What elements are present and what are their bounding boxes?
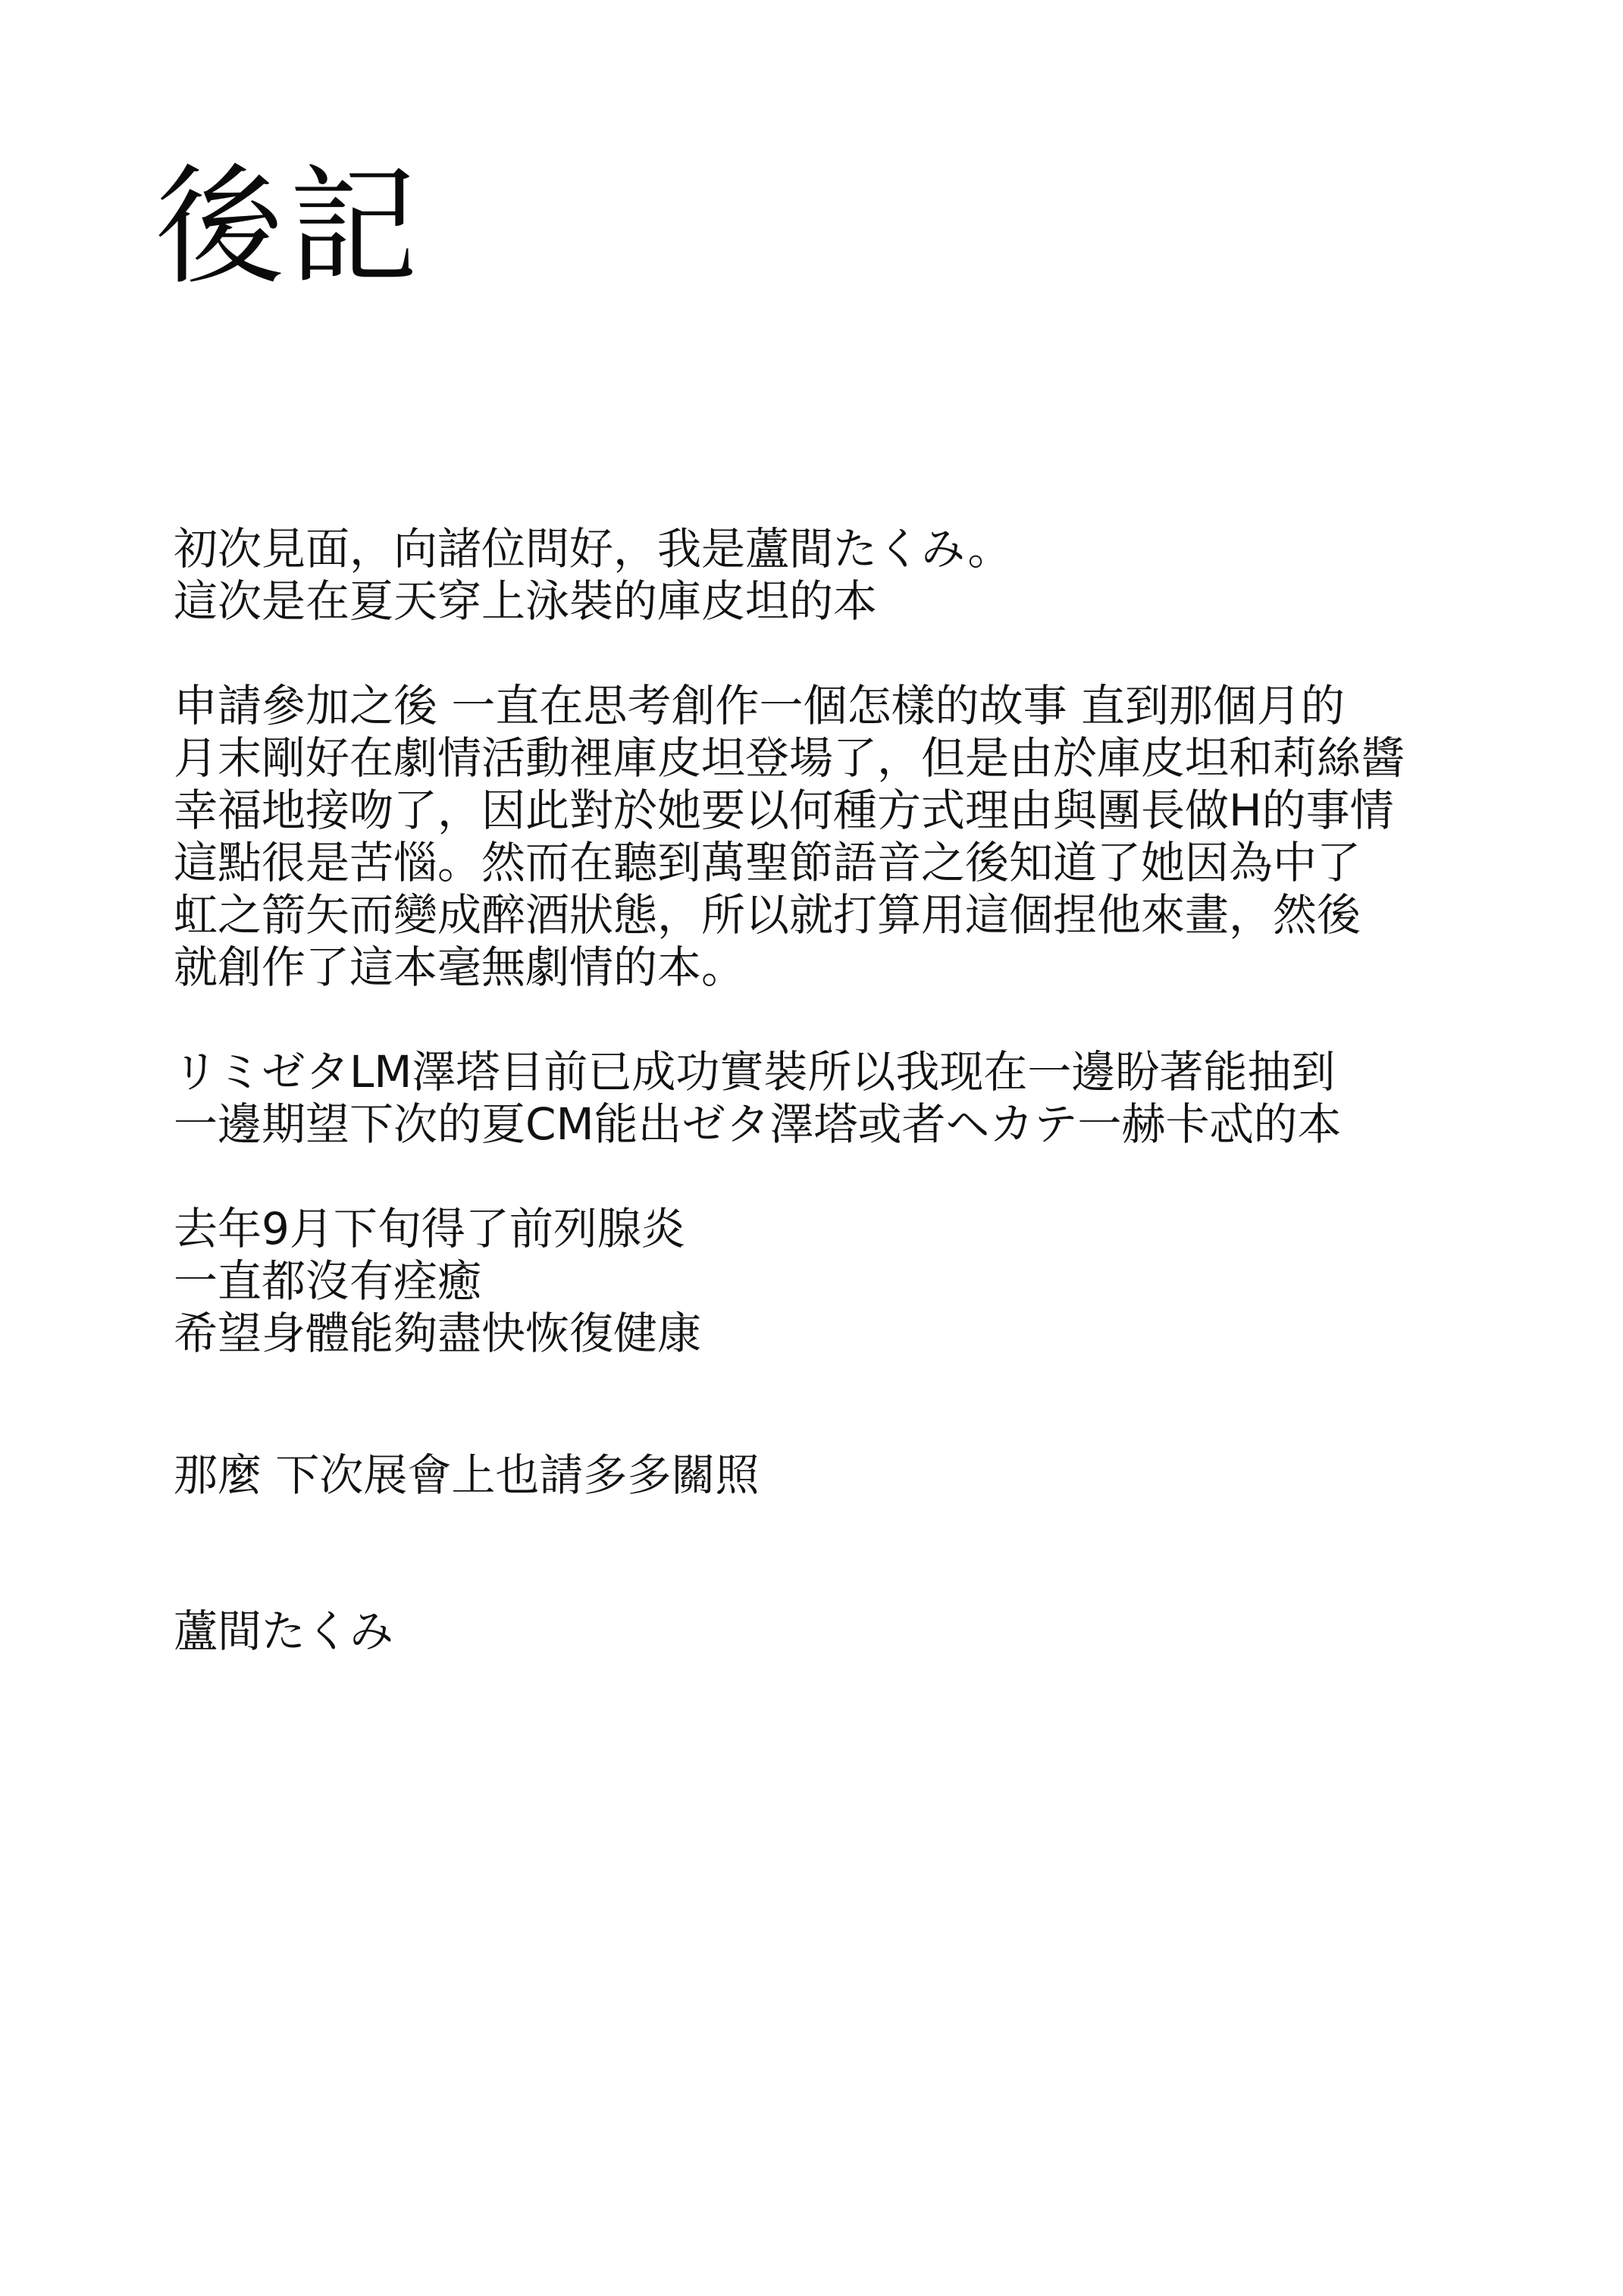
- text-line: 幸福地接吻了，因此對於她要以何種方式理由與團長做H的事情: [174, 785, 1394, 836]
- greeting-paragraph: [174, 523, 1538, 628]
- wishes-paragraph: [174, 1046, 1538, 1151]
- health-paragraph: [174, 1203, 1538, 1360]
- text-line: 虹之箭矢而變成醉酒狀態，所以就打算用這個捏他來畫，然後: [174, 889, 1361, 941]
- text-line: 那麼 下次展會上也請多多關照: [174, 1449, 760, 1501]
- text-line: 初次見面，向諸位問好，我是蘆間たくみ。: [174, 523, 1012, 575]
- text-line: 申請參加之後 一直在思考創作一個怎樣的故事 直到那個月的: [174, 680, 1345, 731]
- text-line: 就創作了這本毫無劇情的本。: [174, 941, 746, 993]
- story-paragraph: [174, 680, 1538, 994]
- text-line: 這點很是苦惱。然而在聽到萬聖節語音之後知道了她因為中了: [174, 837, 1361, 888]
- text-line: 這次是在夏天穿上泳裝的庫皮坦的本: [174, 575, 878, 627]
- author-signature: 蘆間たくみ: [174, 1605, 394, 1657]
- paragraph-spacer: [174, 1360, 1538, 1449]
- text-line: 希望身體能夠盡快恢復健康: [174, 1308, 702, 1359]
- page-title: 後記: [155, 152, 423, 302]
- text-line: 一邊期望下次的夏CM能出ゼタ澤塔或者ヘカテ一赫卡忒的本: [174, 1098, 1342, 1150]
- paragraph-spacer: [174, 628, 1538, 680]
- paragraph-spacer: [174, 1151, 1538, 1203]
- closing-paragraph: [174, 1449, 1538, 1502]
- text-line: 去年9月下旬得了前列腺炎: [174, 1203, 685, 1254]
- text-line: リミゼタLM澤塔目前已成功實裝所以我现在一邊盼著能抽到: [174, 1046, 1336, 1098]
- paragraph-spacer: [174, 994, 1538, 1046]
- afterword-body: [174, 523, 1538, 1502]
- text-line: 一直都沒有痊癒: [174, 1255, 482, 1307]
- text-line: 月末剛好在劇情活動裡庫皮坦登場了，但是由於庫皮坦和莉絲醬: [174, 732, 1405, 784]
